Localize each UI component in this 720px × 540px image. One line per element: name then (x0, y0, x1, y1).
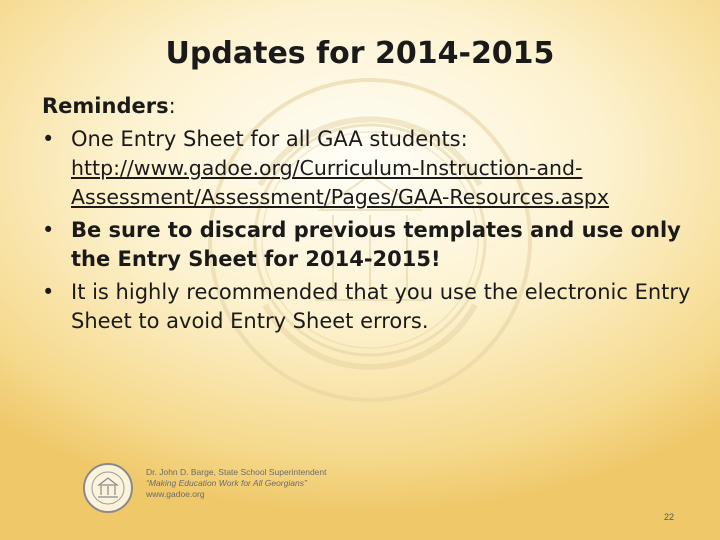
reminders-colon: : (168, 94, 176, 118)
slide-body (42, 93, 702, 340)
website-line: www.gadoe.org (146, 489, 205, 499)
tagline: “Making Education Work for All Georgians” (146, 478, 307, 488)
slide-title: Updates for 2014-2015 (165, 36, 555, 71)
bullet-text: It is highly recommended that you use the electronic Entry Sheet to avoid Entry Sheet errors. (71, 280, 691, 333)
georgia-doe-seal-icon (82, 462, 134, 514)
reminders-label: Reminders (42, 94, 169, 118)
gaa-resources-link[interactable] (71, 154, 702, 212)
bullet-marker: • (42, 280, 55, 304)
superintendent-line: Dr. John D. Barge, State School Superintendent (146, 467, 327, 477)
link-line-1: http://www.gadoe.org/Curriculum-Instruction-and- (71, 156, 583, 180)
bullet-text: One Entry Sheet for all GAA students: (71, 127, 468, 151)
bullet-marker: • (42, 127, 55, 151)
reminders-heading (42, 93, 702, 119)
bullet-item (42, 216, 702, 274)
bullet-item (42, 278, 702, 336)
page-number: 22 (664, 512, 675, 522)
bullet-text: Be sure to discard previous templates and use only the Entry Sheet for 2014-2015! (71, 218, 681, 271)
bullet-marker: • (42, 218, 55, 242)
link-line-2: Assessment/Assessment/Pages/GAA-Resources.aspx (71, 185, 610, 209)
bullet-list (42, 125, 702, 336)
footer-text (146, 467, 327, 500)
bullet-item (42, 125, 702, 212)
